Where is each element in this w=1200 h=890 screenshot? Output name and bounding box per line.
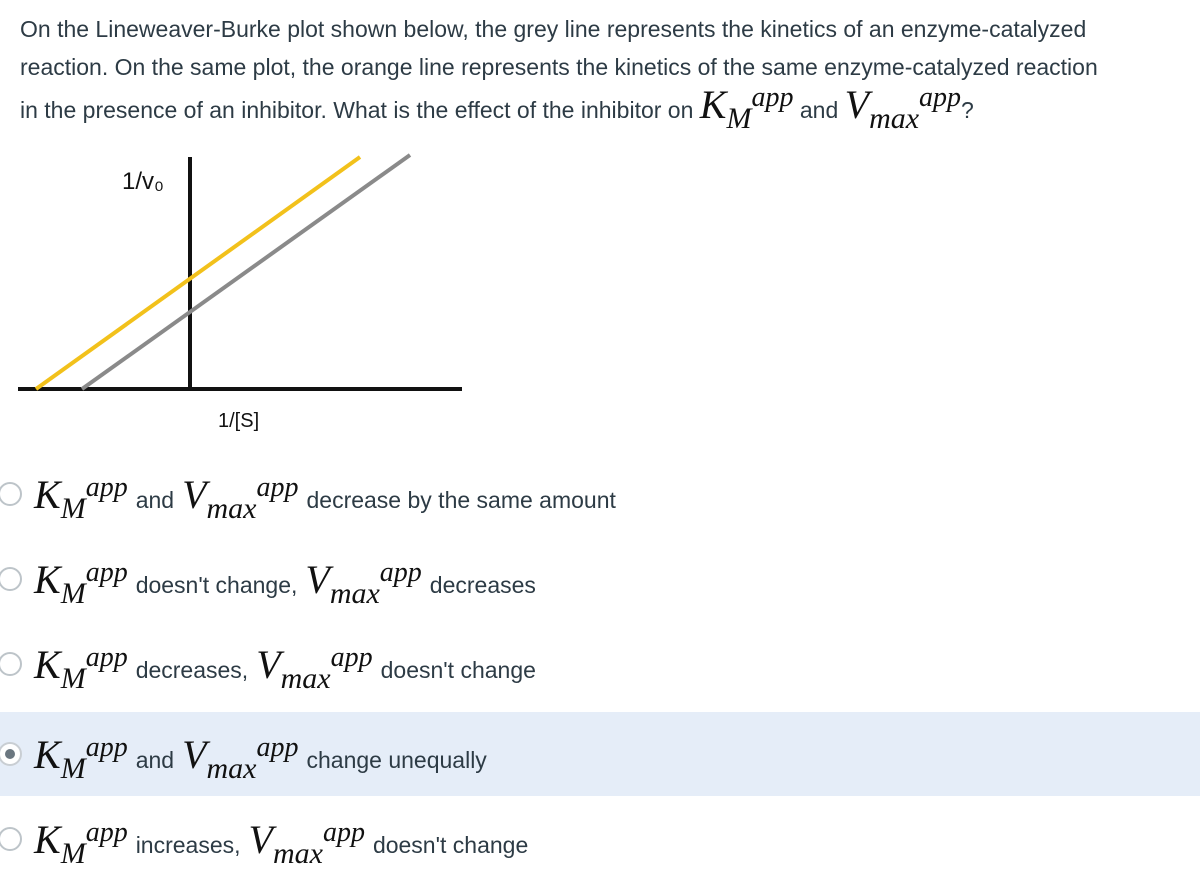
vmax-symbol: $V_{max}^{app}$ xyxy=(248,816,365,870)
lineweaver-burke-plot xyxy=(0,145,480,435)
answer-option-5[interactable] xyxy=(0,797,1200,881)
km-symbol: $K_M^{app}$ xyxy=(34,471,128,525)
radio-button[interactable] xyxy=(0,482,22,506)
answer-option-3[interactable] xyxy=(0,622,1200,706)
km-symbol: $K_M^{app}$ xyxy=(34,641,128,695)
answer-option-2[interactable] xyxy=(0,537,1200,621)
km-symbol: $K_M^{app}$ xyxy=(34,816,128,870)
option-middle-text: and xyxy=(135,746,175,773)
option-middle-text: doesn't change, xyxy=(135,571,298,598)
orange-line xyxy=(36,157,360,389)
vmax-symbol: $V_{max}^{app}$ xyxy=(182,731,299,785)
option-tail-text: doesn't change xyxy=(380,656,536,683)
km-symbol: $K_M^{app}$ xyxy=(699,82,794,135)
question-line-1: On the Lineweaver-Burke plot shown below, the grey line represents the kinetics of an enzyme-catalyzed xyxy=(20,16,1087,42)
question-line-3: in the presence of an inhibitor. What is the effect of the inhibitor on $K_M^{app}$ and $V_{max}^{app}$? xyxy=(20,82,974,135)
answer-option-1[interactable] xyxy=(0,452,1200,536)
question-text xyxy=(20,10,1190,135)
option-middle-text: and xyxy=(135,486,175,513)
vmax-symbol: $V_{max}^{app}$ xyxy=(182,471,299,525)
option-tail-text: decreases xyxy=(429,571,536,598)
radio-button[interactable] xyxy=(0,827,22,851)
option-tail-text: change unequally xyxy=(306,746,487,773)
radio-button[interactable] xyxy=(0,742,22,766)
vmax-symbol: $V_{max}^{app}$ xyxy=(256,641,373,695)
y-axis-label: 1/v₀ xyxy=(122,168,164,195)
option-middle-text: decreases, xyxy=(135,656,249,683)
vmax-symbol: $V_{max}^{app}$ xyxy=(305,556,422,610)
question-line-2: reaction. On the same plot, the orange line represents the kinetics of the same enzyme-catalyzed reaction xyxy=(20,54,1098,80)
option-tail-text: doesn't change xyxy=(372,831,529,858)
answer-option-4[interactable] xyxy=(0,712,1200,796)
x-axis-label: 1/[S] xyxy=(218,410,260,432)
option-tail-text: decrease by the same amount xyxy=(306,486,616,513)
km-symbol: $K_M^{app}$ xyxy=(34,731,128,785)
km-symbol: $K_M^{app}$ xyxy=(34,556,128,610)
radio-button[interactable] xyxy=(0,652,22,676)
radio-button[interactable] xyxy=(0,567,22,591)
vmax-symbol: $V_{max}^{app}$ xyxy=(844,82,962,135)
option-middle-text: increases, xyxy=(135,831,241,858)
